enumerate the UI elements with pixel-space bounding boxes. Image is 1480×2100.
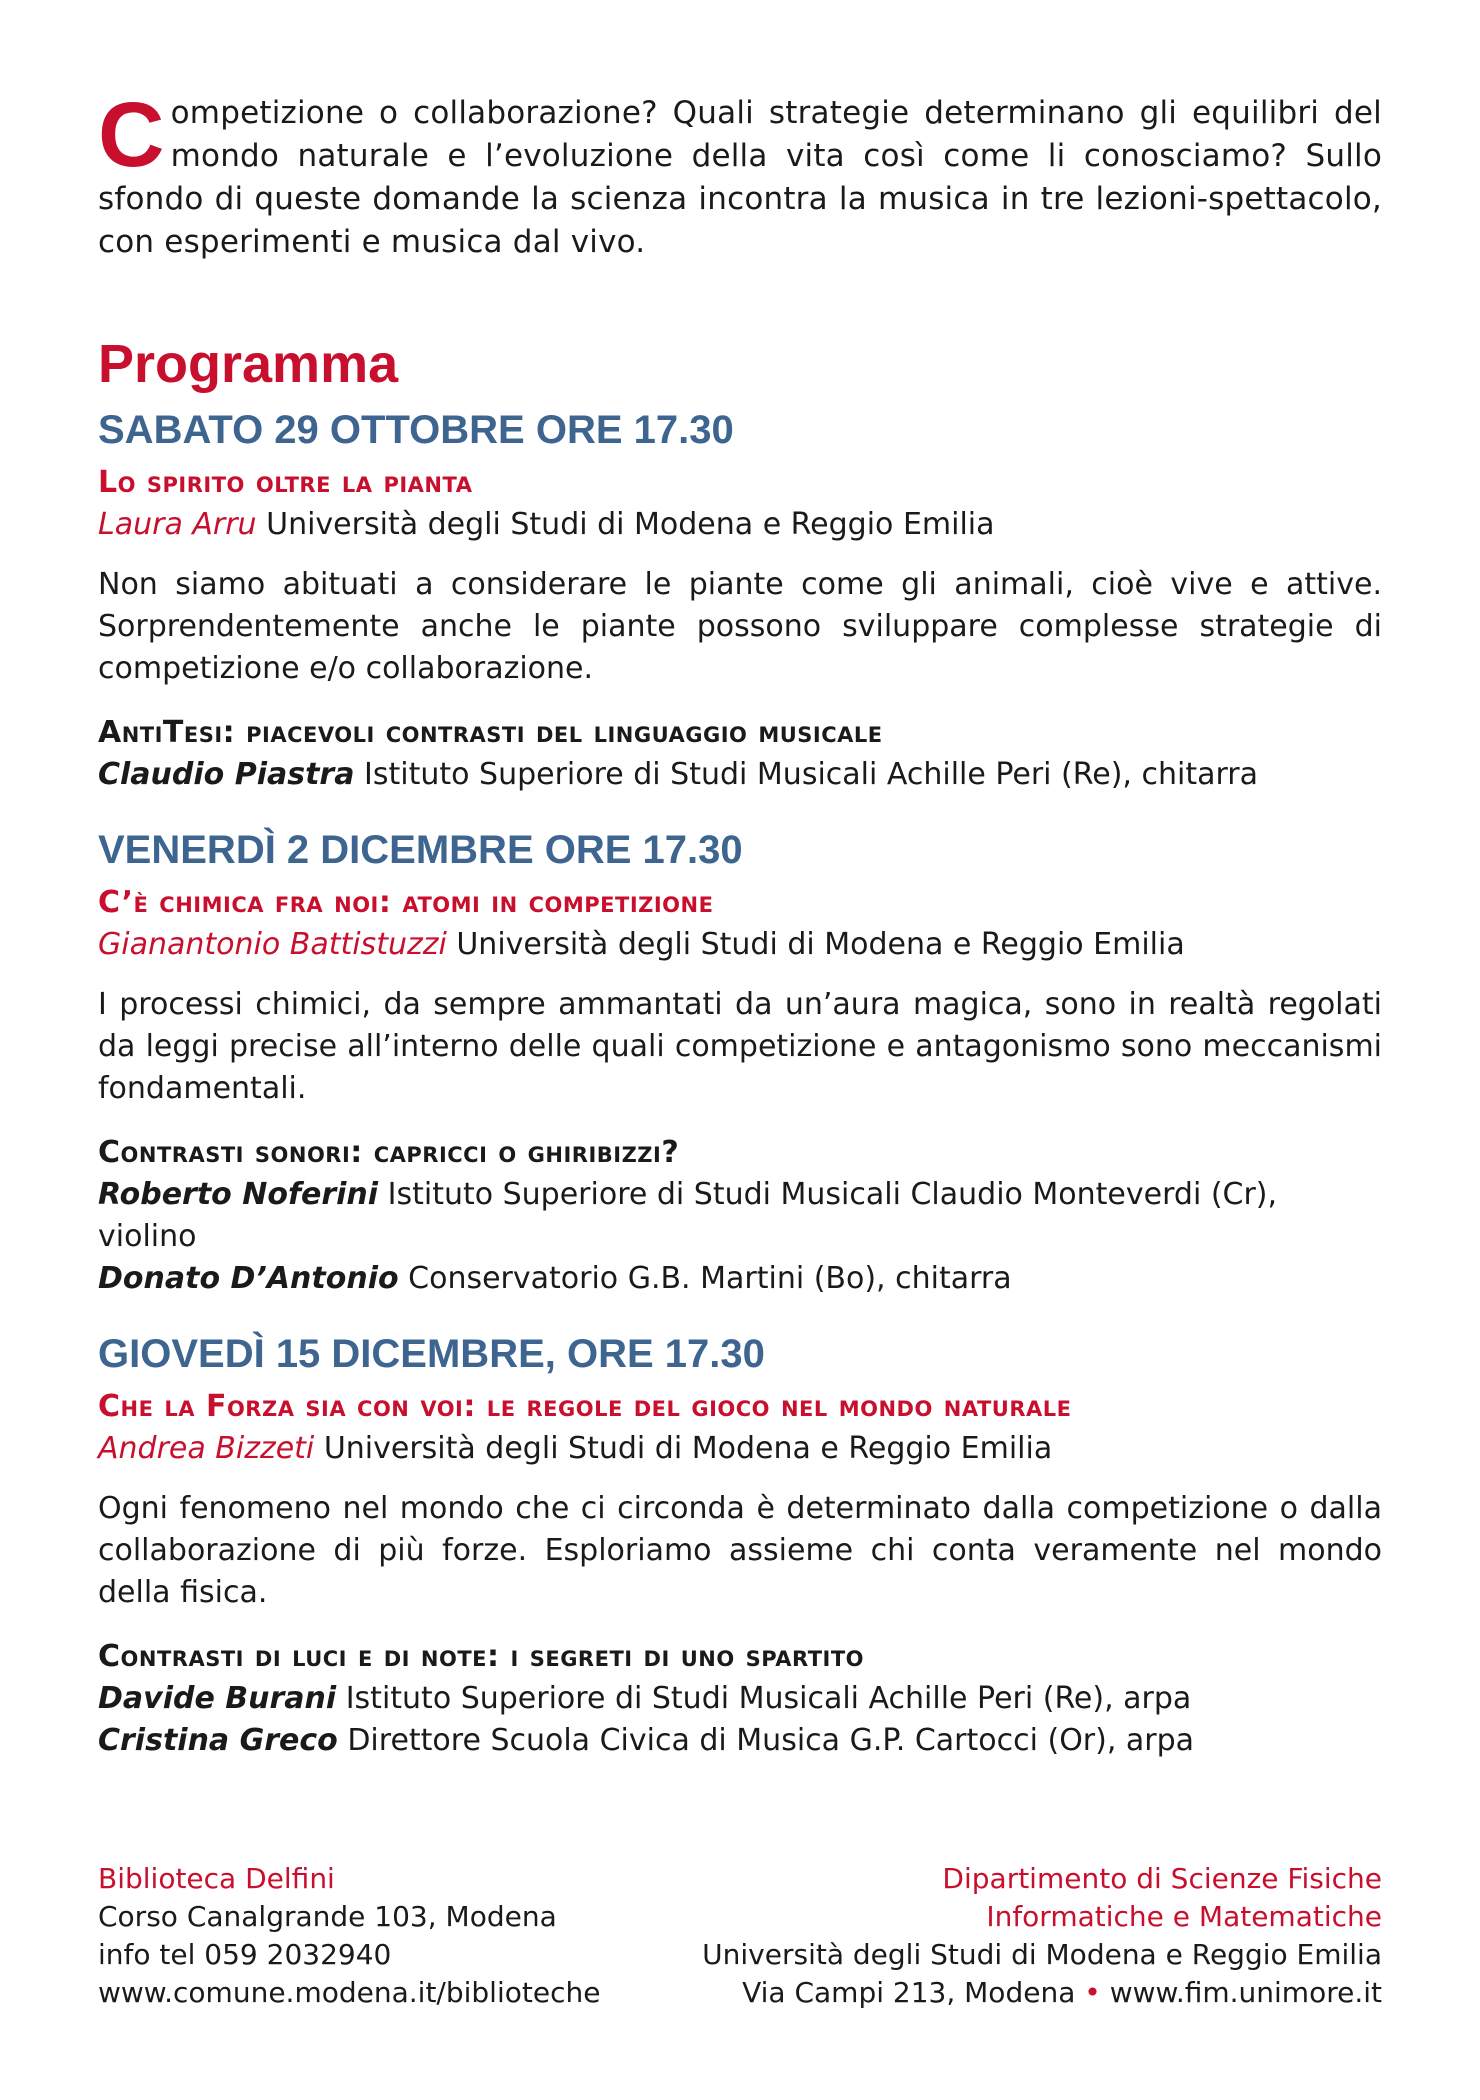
music-title: AntiTesi: piacevoli contrasti del linguaggio musicale xyxy=(98,715,883,750)
program-page xyxy=(98,84,1382,1762)
talk-description: Ogni fenomeno nel mondo che ci circonda è determinato dalla competizione o dalla collaborazione di più forze. Esploriamo assieme chi conta veramente nel mondo della fisica. xyxy=(98,1491,1382,1610)
intro-text: ompetizione o collaborazione? Quali strategie determinano gli equilibri del mondo naturale e l’evoluzione della vita così come li conosciamo? Sullo sfondo di queste domande la scienza incontra la musica in tre lezioni-spettacolo, con esperimenti e musica dal vivo. xyxy=(98,95,1382,260)
library-name: Biblioteca Delfini xyxy=(98,1862,335,1895)
library-phone: info tel 059 2032940 xyxy=(98,1938,392,1971)
musician-detail: Direttore Scuola Civica di Musica G.P. Cartocci (Or), arpa xyxy=(347,1723,1195,1758)
department-address: Via Campi 213, Modena xyxy=(742,1976,1076,2009)
event-section xyxy=(98,824,1382,1300)
musician-line xyxy=(98,1720,1382,1762)
musician-line xyxy=(98,1678,1382,1720)
speaker-name: Laura Arru xyxy=(98,507,257,542)
musician-line xyxy=(98,1174,1382,1258)
intro-paragraph xyxy=(98,84,1382,264)
programma-heading: Programma xyxy=(98,334,399,394)
speaker-line xyxy=(98,504,1382,546)
musician-detail: Istituto Superiore di Studi Musicali Achille Peri (Re), chitarra xyxy=(364,757,1258,792)
talk-title: Lo spirito oltre la pianta xyxy=(98,465,473,500)
event-section xyxy=(98,404,1382,796)
speaker-affiliation: Università degli Studi di Modena e Reggio Emilia xyxy=(266,507,995,542)
department-address-line xyxy=(702,1974,1382,2012)
bullet-separator: • xyxy=(1084,1976,1101,2009)
library-contact xyxy=(98,1860,600,2012)
speaker-line xyxy=(98,1428,1382,1470)
speaker-name: Gianantonio Battistuzzi xyxy=(98,927,447,962)
department-website-link[interactable]: www.fim.unimore.it xyxy=(1109,1976,1382,2009)
musician-name: Claudio Piastra xyxy=(98,757,355,792)
musician-detail: Istituto Superiore di Studi Musicali Claudio Monteverdi (Cr), violino xyxy=(98,1177,1278,1254)
talk-title: C’è chimica fra noi: atomi in competizione xyxy=(98,885,714,920)
department-contact xyxy=(702,1860,1382,2012)
speaker-affiliation: Università degli Studi di Modena e Reggio Emilia xyxy=(323,1431,1053,1466)
event-date: SABATO 29 OTTOBRE ORE 17.30 xyxy=(98,408,734,452)
music-title: Contrasti sonori: capricci o ghiribizzi? xyxy=(98,1135,680,1170)
musician-detail: Istituto Superiore di Studi Musicali Achille Peri (Re), arpa xyxy=(345,1681,1192,1716)
talk-description: Non siamo abituati a considerare le piante come gli animali, cioè vive e attive. Sorprendentemente anche le piante possono sviluppare complesse strategie di competizione e/o collaborazione. xyxy=(98,567,1382,686)
musician-name: Donato D’Antonio xyxy=(98,1261,399,1296)
department-name-line2: Informatiche e Matematiche xyxy=(986,1900,1382,1933)
event-section xyxy=(98,1328,1382,1762)
talk-title: Che la Forza sia con voi: le regole del gioco nel mondo naturale xyxy=(98,1389,1072,1424)
speaker-line xyxy=(98,924,1382,966)
drop-cap: C xyxy=(98,84,165,186)
music-title: Contrasti di luci e di note: i segreti di uno spartito xyxy=(98,1639,865,1674)
talk-description: I processi chimici, da sempre ammantati da un’aura magica, sono in realtà regolati da leggi precise all’interno delle quali competizione e antagonismo sono meccanismi fondamentali. xyxy=(98,987,1382,1106)
footer xyxy=(98,1860,1382,2010)
musician-name: Cristina Greco xyxy=(98,1723,338,1758)
speaker-name: Andrea Bizzeti xyxy=(98,1431,315,1466)
speaker-affiliation: Università degli Studi di Modena e Reggio Emilia xyxy=(456,927,1185,962)
library-website-link[interactable]: www.comune.modena.it/biblioteche xyxy=(98,1976,601,2009)
university-name: Università degli Studi di Modena e Reggio Emilia xyxy=(702,1938,1382,1971)
department-name-line1: Dipartimento di Scienze Fisiche xyxy=(942,1862,1382,1895)
musician-line xyxy=(98,754,1382,796)
musician-name: Roberto Noferini xyxy=(98,1177,379,1212)
event-date: GIOVEDÌ 15 DICEMBRE, ORE 17.30 xyxy=(98,1332,765,1376)
musician-name: Davide Burani xyxy=(98,1681,337,1716)
event-date: VENERDÌ 2 DICEMBRE ORE 17.30 xyxy=(98,828,743,872)
library-address: Corso Canalgrande 103, Modena xyxy=(98,1900,557,1933)
musician-detail: Conservatorio G.B. Martini (Bo), chitarra xyxy=(408,1261,1012,1296)
musician-line xyxy=(98,1258,1382,1300)
